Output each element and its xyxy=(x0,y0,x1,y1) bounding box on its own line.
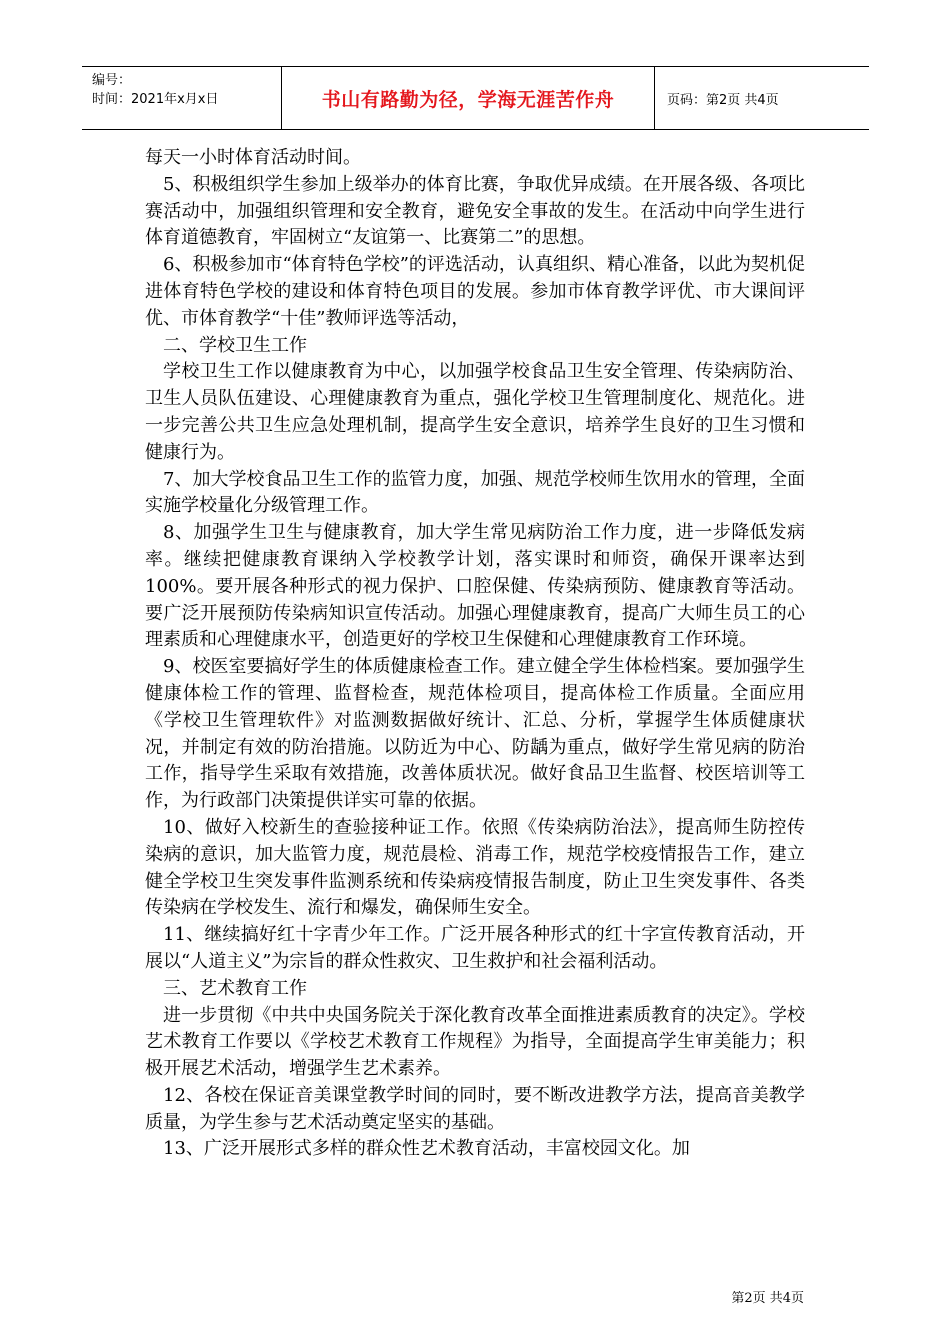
section-heading: 二、学校卫生工作 xyxy=(163,334,307,356)
body-paragraph: 12、各校在保证音美课堂教学时间的同时，要不断改进教学方法，提高音美教学质量，为学生参与艺术活动奠定坚实的基础。 xyxy=(145,1084,805,1133)
body-paragraph: 每天一小时体育活动时间。 xyxy=(145,147,361,168)
body-paragraph: 9、校医室要搞好学生的体质健康检查工作。建立健全学生体检档案。要加强学生健康体检工作的管理、监督检查，规范体检项目，提高体检工作质量。全面应用《学校卫生管理软件》对监测数据做好统计、汇总、分析，掌握学生体质健康状况，并制定有效的防治措施。以防近为中心、防龋为重点，做好学生常见病的防治工作，指导学生采取有效措施，改善体质状况。做好食品卫生监督、校医培训等工作，为行政部门决策提供详实可靠的依据。 xyxy=(145,656,805,812)
doc-number-label: 编号： xyxy=(92,73,132,88)
doc-time-label: 时间：2021年x月x日 xyxy=(92,92,219,107)
body-paragraph: 学校卫生工作以健康教育为中心，以加强学校食品卫生安全管理、传染病防治、卫生人员队伍建设、心理健康教育为重点，强化学校卫生管理制度化、规范化。进一步完善公共卫生应急处理机制，提高学生安全意识，培养学生良好的卫生习惯和健康行为。 xyxy=(145,361,805,463)
header-page-label: 页码：第2页 共4页 xyxy=(667,92,779,108)
body-paragraph: 7、加大学校食品卫生工作的监管力度，加强、规范学校师生饮用水的管理，全面实施学校量化分级管理工作。 xyxy=(145,468,805,517)
body-paragraph: 11、继续搞好红十字青少年工作。广泛开展各种形式的红十字宣传教育活动，开展以“人道主义”为宗旨的群众性救灾、卫生救护和社会福利活动。 xyxy=(145,924,805,972)
body-paragraph: 8、加强学生卫生与健康教育，加大学生常见病防治工作力度，进一步降低发病率。继续把健康教育课纳入学校教学计划，落实课时和师资，确保开课率达到100%。要开展各种形式的视力保护、口腔保健、传染病预防、健康教育等活动。要广泛开展预防传染病知识宣传活动。加强心理健康教育，提高广大师生员工的心理素质和心理健康水平，创造更好的学校卫生保健和心理健康教育工作环境。 xyxy=(145,522,805,651)
header-motto: 书山有路勤为径，学海无涯苦作舟 xyxy=(321,88,615,111)
body-paragraph: 10、做好入校新生的查验接种证工作。依照《传染病防治法》，提高师生防控传染病的意识，加大监管力度，规范晨检、消毒工作，规范学校疫情报告工作，建立健全学校卫生突发事件监测系统和传染病疫情报告制度，防止卫生突发事件、各类传染病在学校发生、流行和爆发，确保师生安全。 xyxy=(145,816,805,919)
body-paragraph: 5、积极组织学生参加上级举办的体育比赛，争取优异成绩。在开展各级、各项比赛活动中，加强组织管理和安全教育，避免安全事故的发生。在活动中向学生进行体育道德教育，牢固树立“友谊第一、比赛第二”的思想。 xyxy=(145,173,805,249)
page-header xyxy=(82,66,869,130)
header-page-cell xyxy=(655,67,869,129)
body-paragraph: 6、积极参加市“体育特色学校”的评选活动，认真组织、精心准备，以此为契机促进体育特色学校的建设和体育特色项目的发展。参加市体育教学评优、市大课间评优、市体育教学“十佳”教师评选等活动， xyxy=(145,254,805,329)
page-footer xyxy=(731,1287,804,1306)
body-paragraph: 进一步贯彻《中共中央国务院关于深化教育改革全面推进素质教育的决定》。学校艺术教育工作要以《学校艺术教育工作规程》为指导，全面提高学生审美能力；积极开展艺术活动，增强学生艺术素养。 xyxy=(145,1004,805,1080)
document-body xyxy=(145,145,805,1163)
header-motto-cell xyxy=(281,67,655,129)
footer-page-number: 第2页 共4页 xyxy=(731,1291,804,1306)
section-heading: 三、艺术教育工作 xyxy=(163,977,307,999)
header-meta xyxy=(82,67,281,129)
body-paragraph: 13、广泛开展形式多样的群众性艺术教育活动，丰富校园文化。加 xyxy=(163,1138,690,1160)
